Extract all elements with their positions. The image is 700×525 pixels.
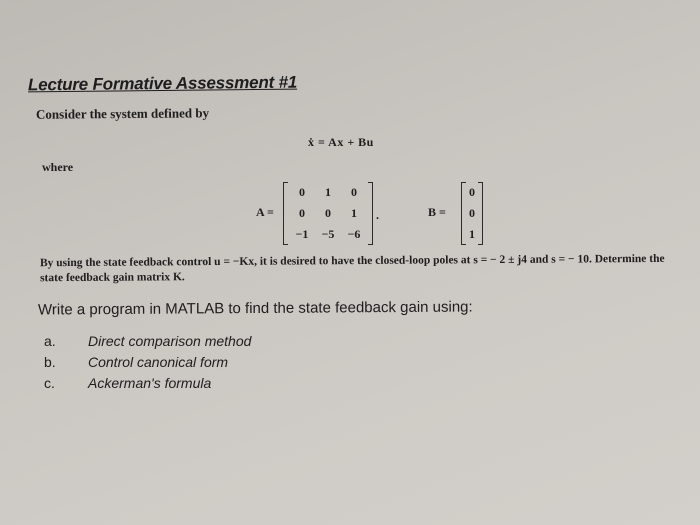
matrix-a-row <box>289 203 367 224</box>
matrix-a-period: . <box>376 208 379 222</box>
matrix-b-cell: 0 <box>469 185 475 199</box>
matrix-a-row <box>289 224 367 245</box>
matrix-a-cell: 0 <box>325 206 331 220</box>
list-marker: c. <box>44 374 55 391</box>
list-marker: b. <box>44 353 56 370</box>
matrix-a-cell: −1 <box>295 227 309 241</box>
matrix-a-cell: −5 <box>321 227 335 241</box>
matrix-b-row <box>467 224 477 245</box>
method-text: Direct comparison method <box>88 332 252 349</box>
matrix-b-row <box>467 203 477 224</box>
matrix-b <box>461 182 483 245</box>
matrix-a-cell: −6 <box>347 227 361 241</box>
matrix-a-label: A = <box>256 205 274 219</box>
matrix-a-cell: 0 <box>299 206 305 220</box>
matrix-a-cell: 1 <box>325 185 331 199</box>
matrix-a-cell: 0 <box>351 185 357 199</box>
matrix-b-row <box>467 182 477 203</box>
matrix-b-cell: 1 <box>469 227 475 241</box>
where-label: where <box>42 160 74 174</box>
list-marker: a. <box>44 332 56 349</box>
state-equation: ẋ = Ax + Bu <box>308 135 374 149</box>
question-text: Write a program in MATLAB to find the state feedback gain using: <box>37 298 473 319</box>
intro-text: Consider the system defined by <box>35 105 210 122</box>
document-title: Lecture Formative Assessment #1 <box>27 72 298 95</box>
matrix-a <box>283 182 373 245</box>
list-item <box>44 330 251 351</box>
method-text: Control canonical form <box>88 353 229 370</box>
matrix-a-cell: 1 <box>351 206 357 220</box>
method-text: Ackerman's formula <box>88 374 212 391</box>
matrix-b-label: B = <box>428 205 446 219</box>
matrix-a-cell: 0 <box>299 185 305 199</box>
list-item <box>44 372 251 393</box>
list-item <box>44 351 251 372</box>
matrix-b-cell: 0 <box>469 206 475 220</box>
problem-paragraph: By using the state feedback control u = −Kx, it is desired to have the closed-loop poles at s = − 2 ± j4 and s = − 10. Determine the state feedback gain matrix K. <box>39 252 665 285</box>
matrix-a-row <box>289 182 367 203</box>
methods-list <box>44 330 251 393</box>
